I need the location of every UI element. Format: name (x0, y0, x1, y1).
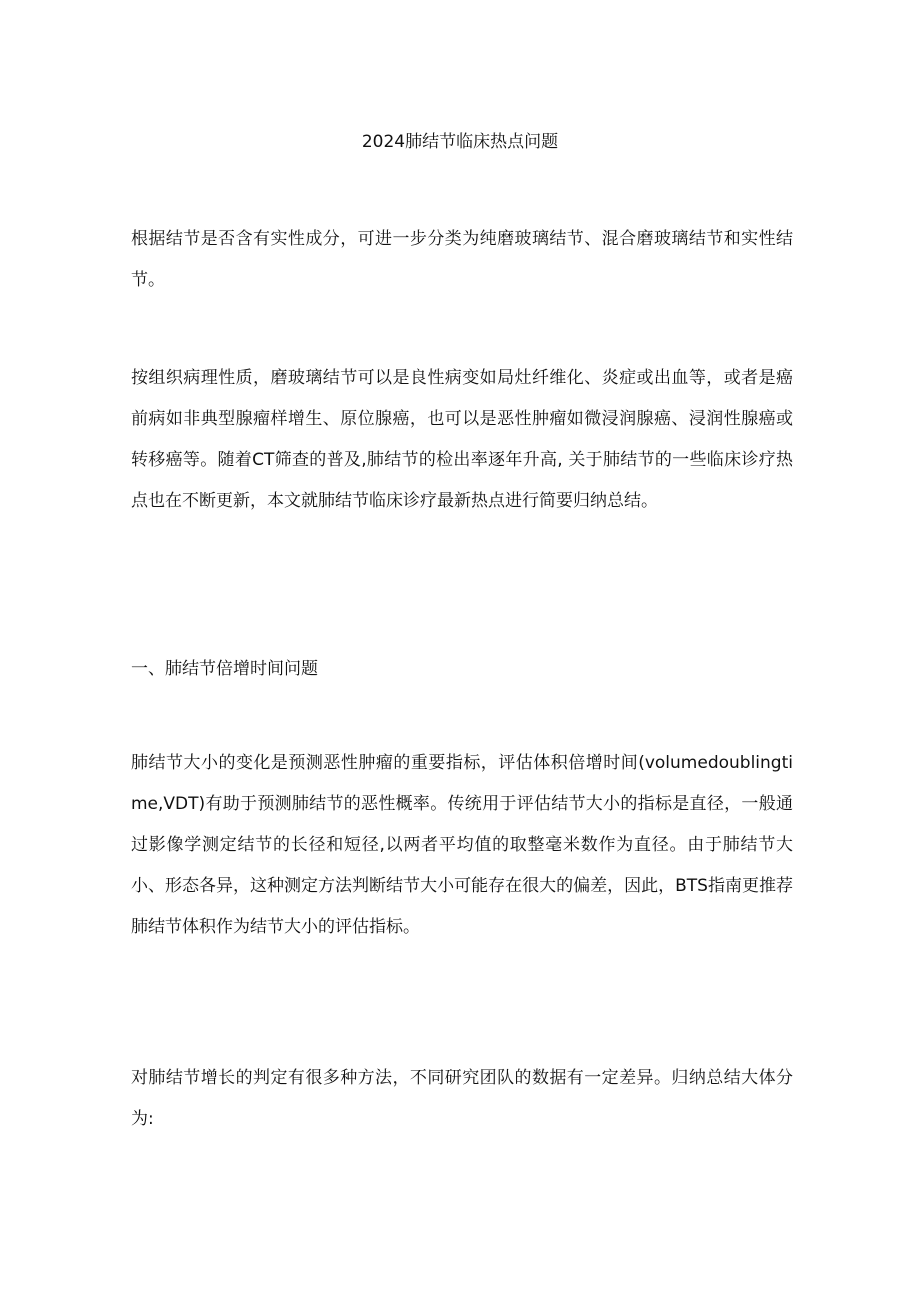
paragraph-pathology: 按组织病理性质，磨玻璃结节可以是良性病变如局灶纤维化、炎症或出血等，或者是癌前病如非典型腺瘤样增生、原位腺癌，也可以是恶性肿瘤如微浸润腺癌、浸润性腺癌或转移癌等。随着CT筛查的普及,肺结节的检出率逐年升高, 关于肺结节的一些临床诊疗热点也在不断更新，本文就肺结节临床诊疗最新热点进行简要归纳总结。 (131, 368, 793, 511)
section-heading-doubling-time: 一、肺结节倍增时间问题 (131, 659, 318, 679)
paragraph-nodule-classification: 根据结节是否含有实性成分，可进一步分类为纯磨玻璃结节、混合磨玻璃结节和实性结节。 (131, 229, 793, 290)
paragraph-growth-assessment: 对肺结节增长的判定有很多种方法，不同研究团队的数据有一定差异。归纳总结大体分为: (131, 1068, 793, 1129)
paragraph-volume-doubling-time: 肺结节大小的变化是预测恶性肿瘤的重要指标，评估体积倍增时间(volumedoublingtime,VDT)有助于预测肺结节的恶性概率。传统用于评估结节大小的指标是直径，一般通过影像学测定结节的长径和短径,以两者平均值的取整毫米数作为直径。由于肺结节大小、形态各异，这种测定方法判断结节大小可能存在很大的偏差，因此，BTS指南更推荐肺结节体积作为结节大小的评估指标。 (131, 753, 793, 937)
document-title: 2024肺结节临床热点问题 (361, 132, 559, 152)
